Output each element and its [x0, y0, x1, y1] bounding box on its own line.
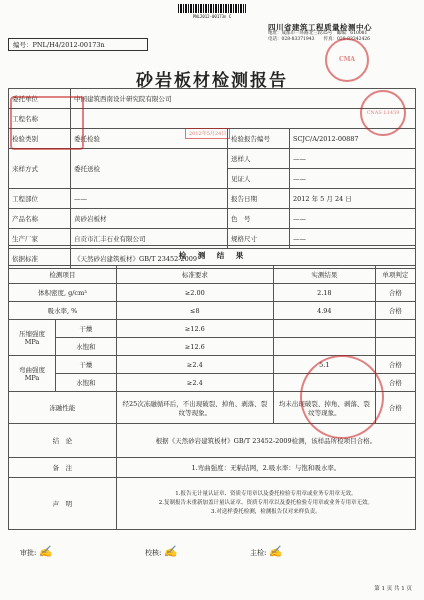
statement-line: 2.复制报告未重新加盖计量认证章、资质专用章以及委托检验专用章或业务专用章无效。: [158, 500, 374, 506]
date-value: 2012 年 5 月 24 日: [290, 189, 416, 209]
organization-address: 地址：成都市一环路北三段35号 邮编：610081: [268, 31, 368, 36]
review-label: 审批:: [20, 549, 37, 557]
site-label: 工程部位: [9, 189, 71, 209]
comp-wet-req: ≥12.6: [116, 338, 273, 356]
statement-line: 3.对送样委托检测，检测报告仅对来样负责。: [211, 509, 321, 515]
witness-value: ——: [290, 169, 416, 189]
statement-label: 声 明: [9, 478, 117, 530]
check-handwriting: ✍: [163, 545, 178, 558]
barcode: [178, 4, 246, 13]
document-number: 编号：PNL/H4/2012-00173n: [8, 38, 148, 51]
density-item: 体积密度, g/cm³: [9, 284, 117, 302]
frost-item: 冻融性能: [9, 392, 117, 424]
remark-label: 备 注: [9, 458, 117, 478]
comp-wet-res: [273, 338, 375, 356]
water-item: 吸水率, %: [9, 302, 117, 320]
water-req: ≤8: [116, 302, 273, 320]
date-stamp: 2012年5月24日: [185, 128, 230, 139]
comp-dry-req: ≥12.6: [116, 320, 273, 338]
cnas-stamp: CNAS L1459: [360, 90, 406, 136]
site-value: ——: [71, 189, 228, 209]
sample-label: 来样方式: [9, 149, 71, 189]
density-res: 2.18: [273, 284, 375, 302]
report-title: 砂岩板材检测报告: [136, 71, 288, 91]
basis-value: 《天然砂岩建筑板材》GB/T 23452-2009: [71, 249, 416, 269]
check-label: 校核:: [145, 549, 162, 557]
conclusion-label: 结 论: [9, 424, 117, 458]
date-label: 报告日期: [228, 189, 290, 209]
remark-value: 1.弯曲强度：无粘结网，2.吸水率：与饱和吸水率。: [116, 458, 415, 478]
bend-wet-req: ≥2.4: [116, 374, 273, 392]
bend-dry-res: 5.1: [273, 356, 375, 374]
bend-dry-sub: 干燥: [56, 356, 117, 374]
check-signature: [145, 545, 177, 558]
color-label: 色 号: [228, 209, 290, 229]
comp-dry-judge: [375, 320, 415, 338]
results-heading: 检 测 结 果: [9, 246, 416, 266]
statement-line: 1.报告无计量认证章、资质专用章以及委托检验专用章或业务专用章无效。: [175, 491, 357, 497]
frost-res: 均未出现破裂、掉角、剥落、裂纹等现象。: [273, 392, 375, 424]
red-stamp: [10, 96, 84, 150]
sample-value: 委托送检: [71, 149, 228, 189]
col-requirement: 标准要求: [116, 266, 273, 284]
spec-value: ——: [290, 229, 416, 249]
main-label: 主检:: [250, 549, 267, 557]
project-label: 工程名称: [9, 109, 71, 129]
maker-value: 自贡市汇丰石业有限公司: [71, 229, 228, 249]
sender-value: ——: [290, 149, 416, 169]
col-judgement: 单项判定: [375, 266, 415, 284]
official-seal: [300, 355, 384, 439]
density-req: ≥2.00: [116, 284, 273, 302]
bend-wet-judge: 合格: [375, 374, 415, 392]
sender-label: 送样人: [228, 149, 290, 169]
water-judge: 合格: [375, 302, 415, 320]
comp-wet-judge: [375, 338, 415, 356]
main-signature: [250, 545, 282, 558]
organization-phone: 电话：028-83371943 传真：028-83342426: [268, 37, 371, 42]
comp-wet-sub: 水饱和: [56, 338, 117, 356]
client-value: 中国建筑西南设计研究院有限公司: [71, 89, 416, 109]
frost-req: 经25次冻融循环后，不出现破裂、掉角、剥落、裂纹等现象。: [116, 392, 273, 424]
test-type-value: 委托检验: [71, 129, 228, 149]
comp-dry-res: [273, 320, 375, 338]
cma-stamp: CMA: [325, 38, 369, 82]
col-item: 检测项目: [9, 266, 117, 284]
spec-label: 规格尺寸: [228, 229, 290, 249]
basis-label: 依据标准: [9, 249, 71, 269]
color-value: ——: [290, 209, 416, 229]
bend-dry-req: ≥2.4: [116, 356, 273, 374]
col-result: 实测结果: [273, 266, 375, 284]
frost-judge: 合格: [375, 392, 415, 424]
witness-label: 见证人: [228, 169, 290, 189]
organization-name: 四川省建筑工程质量检测中心: [268, 23, 372, 32]
water-res: 4.94: [273, 302, 375, 320]
density-judge: 合格: [375, 284, 415, 302]
conclusion-value: 根据《天然砂岩建筑板材》GB/T 23452-2009检测，该样品所检项目合格。: [116, 424, 415, 458]
bend-wet-sub: 水饱和: [56, 374, 117, 392]
report-no-value: SCJC/A/2012-00887: [290, 129, 416, 149]
comp-dry-sub: 干燥: [56, 320, 117, 338]
product-value: 黄砂岩板材: [71, 209, 228, 229]
maker-label: 生产厂家: [9, 229, 71, 249]
bend-dry-judge: 合格: [375, 356, 415, 374]
client-label: 委托单位: [9, 89, 71, 109]
statement-block: [116, 478, 415, 530]
review-handwriting: ✍: [38, 545, 53, 558]
barcode-text: PNL2012-00173n C: [192, 14, 232, 19]
test-type-label: 检验类别: [9, 129, 71, 149]
report-no-label: 检验报告编号: [228, 129, 290, 149]
bend-label: 弯曲强度 MPa: [9, 356, 56, 392]
comp-label: 压缩强度 MPa: [9, 320, 56, 356]
product-label: 产品名称: [9, 209, 71, 229]
review-signature: [20, 545, 52, 558]
page-footer: 第 1 页 共 1 页: [374, 586, 412, 592]
main-handwriting: ✍: [268, 545, 283, 558]
